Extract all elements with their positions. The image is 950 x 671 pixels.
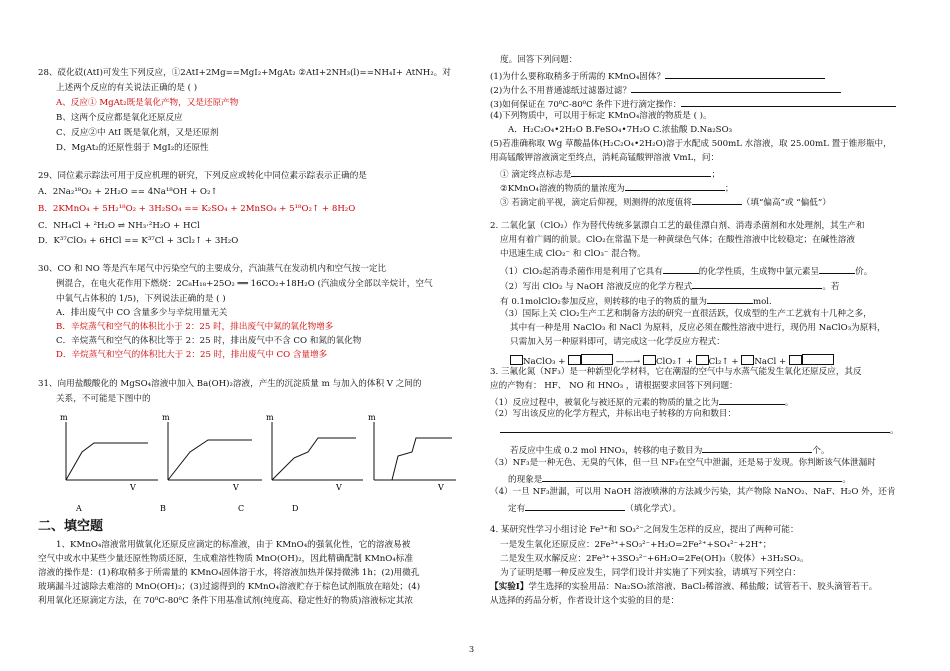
q1-part-5-e-text: ③ 若滴定前平视，滴定后仰视，则测得的浓度值将: [500, 198, 692, 208]
graph-a-ylabel: m: [60, 413, 68, 422]
q2-line-6-b: mol.: [752, 297, 772, 307]
q1-part-2: [490, 84, 841, 96]
graph-c-xlabel: V: [336, 483, 342, 492]
q2-line-9: 只需加入另一种原料即可，请完成这一化学反应方程式：: [510, 337, 725, 347]
graph-b-label: B: [160, 504, 166, 513]
q3-line-10-text: 定有: [508, 504, 526, 514]
q3-line-8-blank[interactable]: [542, 473, 842, 482]
coef-box-2[interactable]: [568, 355, 581, 365]
q3-line-10-tail: （填化学式）。: [625, 504, 682, 514]
graph-d-label: D: [292, 504, 299, 513]
q2-line-4-c: 价。: [855, 267, 873, 277]
q2-line-4-a: （1）ClO₂起消毒杀菌作用是利用了它具有: [500, 267, 663, 277]
eq-part-b: ClO₂↑ +: [655, 357, 693, 367]
graph-b-ylabel: m: [162, 413, 170, 422]
q2-line-4: [500, 265, 872, 277]
q30-option-a: A．排出废气中 CO 含量多少与辛烷用量无关: [56, 308, 228, 318]
q1-part-5-e-tail: （填“偏高”或 “偏低”）: [741, 198, 831, 208]
q31-stem-1: 31、向用盐酸酸化的 MgSO₄溶液中加入 Ba(OH)₂溶液，产生的沉淀质量 m 与加入的体积 V 之间的: [38, 379, 422, 389]
q3-line-10-blank[interactable]: [525, 502, 625, 511]
q3-line-8: 的现象是 。: [508, 475, 851, 485]
graph-a-xlabel: V: [130, 483, 136, 492]
q4-line-5: [490, 583, 877, 592]
q2-line-7: （3）国际上关 ClO₂生产工艺和制备方法的研究一直很活跃，仅成型的生产工艺就有十几种之多，: [500, 309, 872, 319]
coef-box-1[interactable]: [510, 355, 523, 365]
eq-part-d: NaCl +: [754, 357, 787, 367]
q28-stem-1: 28、砹化砹(AtI)可发生下列反应，①2AtI+2Mg==MgI₂+MgAt₂ ②AtI+2NH₃(l)==NH₄I+ AtNH₂。对: [38, 68, 451, 78]
q3-line-9: （4）一旦 NF₃泄漏，可以用 NaOH 溶液喷淋的方法减少污染，其产物除 NaNO₂、NaF、H₂O 外，还肯: [490, 487, 896, 497]
reactant-box[interactable]: [581, 354, 613, 365]
q1-part-5-e-blank[interactable]: [692, 196, 742, 205]
coef-box-3[interactable]: [643, 355, 656, 365]
eq-arrow: ——→: [615, 357, 641, 367]
q1-line-4: 玻璃漏斗过滤除去难溶的 MnO(OH)₂；(3)过滤得到的 KMnO₄溶液贮存于棕色试剂瓶放在暗处；(4): [38, 582, 421, 592]
q1-line-3: 溶液的操作是：(1)称取稍多于所需量的 KMnO₄固体溶于水，将溶液加热并保持微沸 1h；(2)用微孔: [38, 568, 420, 578]
q3-line-6-b: 个。: [812, 446, 830, 456]
q3-line-2: 应的产物有： HF、 NO 和 HNO₃ ，请根据要求回答下列问题：: [490, 381, 738, 391]
q1-part-5-a: (5)若准确称取 Wg 草酸晶体(H₂C₂O₄•2H₂O)溶于水配成 500mL 水溶液，取 25.00mL 置于锥形瓶中，: [490, 139, 892, 149]
q1-part-3-blank[interactable]: [681, 98, 896, 107]
q1-cont-line-0: 度。回答下列问题：: [500, 55, 578, 65]
coef-box-6[interactable]: [789, 355, 802, 365]
q1-part-2-text: (2)为什么不用普通滤纸过滤器过滤？: [490, 86, 632, 96]
q2-line-4-b: 的化学性质，生成物中氯元素呈: [698, 267, 820, 277]
q29-option-b: B．2KMnO₄ + 5H₂¹⁸O₂ + 3H₂SO₄ == K₂SO₄ + 2MnSO₄ + 5¹⁸O₂↑ + 8H₂O: [38, 204, 356, 214]
eq-part-c: Cl₂↑ +: [708, 357, 739, 367]
q3-line-7: （3）NF₃是一种无色、无臭的气体，但一旦 NF₃在空气中泄漏，还是易于发现。你判断该气体泄漏时: [490, 458, 876, 468]
q30-option-b: B．辛烷蒸气和空气的体积比小于 2：25 时，排出废气中氮的氧化物增多: [56, 322, 334, 332]
q4-line-1: 4. 某研究性学习小组讨论 Fe³⁺和 SO₃²⁻之间发生怎样的反应，提出了两种可能：: [490, 525, 799, 535]
section-title-fill-blank: 二、填空题: [38, 519, 104, 534]
q3-line-5-blank[interactable]: [500, 424, 890, 433]
q1-line-2: 空气中或水中某些少量还原性物质还原，生成难溶性物质 MnO(OH)₂，因此精确配制 KMnO₄标准: [38, 554, 413, 564]
q1-part-5-b: 用高锰酸钾溶液滴定至终点，消耗高锰酸钾溶液 VmL，问：: [490, 153, 720, 163]
q1-part-1-text: (1)为什么要称取稍多于所需的 KMnO₄固体？: [490, 72, 666, 82]
q2-line-6-a: 有 0.1molClO₂参加反应，则转移的电子的物质的量为: [500, 297, 707, 307]
q3-line-6: [510, 444, 830, 456]
q2-line-6: [500, 295, 772, 307]
q4-line-6: 从选择的药品分析，作者设计这个实验的目的是：: [490, 596, 680, 606]
q1-part-1: [490, 70, 825, 82]
q28-option-d: D、MgAt₂的还原性弱于 MgI₂的还原性: [56, 143, 209, 153]
q2-line-8: 其中有一种是用 NaClO₃ 和 NaCl 为原料，反应必须在酸性溶液中进行，现仍用 NaClO₃为原料，: [510, 323, 886, 333]
q29-option-c: C．NH₄Cl + ²H₂O ⇌ NH₃·²H₂O + HCl: [38, 221, 200, 231]
q3-line-10: [508, 502, 681, 514]
q4-line-4: 为了证明是哪一种反应发生，同学们设计并实施了下列实验，请填写下列空白：: [500, 568, 801, 578]
eq-part-a: NaClO₃ +: [523, 357, 566, 367]
q2-line-4-blank-1[interactable]: [663, 265, 699, 274]
q31-stem-2: 关系，不可能是下图中的: [56, 394, 151, 404]
q3-line-6-a: 若反应中生成 0.2 mol HNO₃，转移的电子数目为: [510, 446, 703, 456]
q1-part-5-c-blank[interactable]: [571, 168, 711, 177]
q1-line-5: 利用氧化还原滴定方法，在 70⁰C-80⁰C 条件下用基准试剂(纯度高、稳定性好的物质)溶液标定其浓: [38, 596, 413, 606]
q4-line-2: 一是发生氧化还原反应：2Fe³⁺+SO₃²⁻+H₂O=2Fe²⁺+SO₄²⁻+2H⁺；: [500, 540, 772, 550]
q2-line-5-end: 。若: [822, 282, 840, 292]
q2-line-2: 应用有着广阔的前景。ClO₂在常温下是一种黄绿色气体；在酸性溶液中比较稳定；在碱性溶液: [500, 235, 855, 245]
q1-part-2-blank[interactable]: [631, 84, 841, 93]
q2-line-3: 中迅速生成 ClO₂⁻ 和 ClO₃⁻ 混合物。: [500, 249, 646, 259]
q2-line-5-blank[interactable]: [692, 280, 822, 289]
q29-option-a: A．2Na₂¹⁸O₂ + 2H₂O == 4Na¹⁸OH + O₂↑: [38, 187, 218, 197]
graph-c: [238, 413, 363, 513]
q2-equation: [510, 354, 834, 367]
graph-d-ylabel: m: [368, 413, 376, 422]
q1-part-4: (4)下列物质中，可以用于标定 KMnO₄溶液的物质是 ( )。: [490, 111, 712, 121]
graph-d: [292, 413, 456, 513]
q3-line-6-blank[interactable]: [702, 444, 812, 453]
q1-part-5-d-text: ②KMnO₄溶液的物质的量浓度为: [500, 184, 625, 194]
q3-line-3-text: （1）反应过程中，被氧化与被还原的元素的物质的量之比为: [490, 398, 719, 408]
graph-a: [60, 413, 158, 513]
q29-option-d: D．K³⁷ClO₃ + 6HCl == K³⁷Cl + 3Cl₂↑ + 3H₂O: [38, 236, 239, 246]
coef-box-4[interactable]: [696, 355, 709, 365]
q31-graphs: [38, 408, 458, 518]
q30-stem-3: 中氧气占体积的 1/5)，下列说法正确的是 ( ): [56, 294, 226, 304]
q2-line-1: 2. 二氧化氯（ClO₂）作为替代传统多氯漂白工艺的最佳漂白剂、消毒杀菌剂和水处理剂，其生产和: [490, 221, 865, 231]
q1-part-3-text: (3)如何保证在 70⁰C-80⁰C 条件下进行滴定操作：: [490, 100, 682, 110]
q30-stem-1: 30、CO 和 NO 等是汽车尾气中污染空气的主要成分，汽油蒸气在发动机内和空气按一定比: [38, 264, 387, 274]
q3-line-5: 。: [500, 424, 899, 436]
graph-b-xlabel: V: [233, 483, 239, 492]
graph-a-label: A: [76, 504, 82, 513]
q28-option-a: A、反应① MgAt₂既是氧化产物，又是还原产物: [56, 98, 239, 108]
q28-stem-2: 上述两个反应的有关说法正确的是 ( ): [56, 83, 198, 93]
q2-line-4-blank-2[interactable]: [819, 265, 855, 274]
q4-line-3: 二是发生双水解反应：2Fe³⁺+3SO₃²⁻+6H₂O=2Fe(OH)₃（胶体）+3H₂SO₃。: [500, 554, 809, 564]
q28-option-c: C、反应②中 AtI 既是氧化剂，又是还原剂: [56, 128, 219, 138]
q28-option-b: B、这两个反应都是氧化还原反应: [56, 113, 183, 123]
q29-stem: 29、同位素示踪法可用于反应机理的研究，下列反应或转化中同位素示踪表示正确的是: [38, 171, 367, 181]
q1-part-5-e: [500, 196, 831, 208]
experiment-1-label: 【实验Ⅰ】: [490, 582, 529, 592]
q30-stem-2: 例混合，在电火花作用下燃烧：2C₈H₁₈+25O₂ ══ 16CO₂+18H₂O (汽油成分全部以辛烷计，空气: [56, 279, 433, 289]
page-number: 3: [469, 645, 475, 654]
q1-part-3: [490, 98, 896, 110]
graph-d-xlabel: V: [438, 483, 444, 492]
graph-c-ylabel: m: [266, 413, 274, 422]
graph-b: [160, 413, 262, 513]
q1-part-5-c: ① 滴定终点标志是 ；: [500, 170, 721, 180]
coef-box-5[interactable]: [741, 355, 754, 365]
q2-line-5-text: （2）写出 ClO₂ 与 NaOH 溶液反应的化学方程式: [500, 282, 693, 292]
q1-part-5-d: ②KMnO₄溶液的物质的量浓度为 ；: [500, 184, 734, 194]
q3-line-8-text: 的现象是: [508, 475, 543, 485]
q3-line-4: （2）写出该反应的化学方程式，并标出电子转移的方向和数目：: [490, 409, 737, 419]
q1-line-1: 1、KMnO₄溶液常用做氧化还原反应滴定的标准液，由于 KMnO₄的强氧化性，它的溶液易被: [56, 540, 411, 550]
q3-line-3: （1）反应过程中，被氧化与被还原的元素的物质的量之比为 。: [490, 398, 794, 408]
q1-part-4-options: A．H₂C₂O₄•2H₂O B.FeSO₄•7H₂O C.浓盐酸 D.Na₂SO₃: [508, 125, 733, 135]
q2-line-6-blank[interactable]: [707, 295, 753, 304]
q1-part-5-c-text: ① 滴定终点标志是: [500, 170, 572, 180]
q30-option-d: D．辛烷蒸气和空气的体积比大于 2：25 时，排出废气中 CO 含量增多: [56, 350, 328, 360]
q1-part-1-blank[interactable]: [665, 70, 825, 79]
q3-line-3-blank[interactable]: [719, 396, 785, 405]
q4-line-5-text: 学生选择的实验用品：Na₂SO₃浓溶液、BaCl₂稀溶液、稀盐酸；试管若干、胶头滴管若干。: [528, 582, 878, 592]
product-box[interactable]: [802, 354, 834, 365]
q2-line-5: [500, 280, 840, 292]
graph-c-label: C: [238, 504, 245, 513]
q30-option-c: C．辛烷蒸气和空气的体积比等于 2：25 时，排出废气中不含 CO 和氮的氧化物: [56, 336, 362, 346]
q3-line-1: 3. 三氟化氮（NF₃）是一种新型化学材料，它在潮湿的空气中与水蒸气能发生氧化还原反应，其反: [490, 367, 862, 377]
q1-part-5-d-blank[interactable]: [625, 182, 725, 191]
